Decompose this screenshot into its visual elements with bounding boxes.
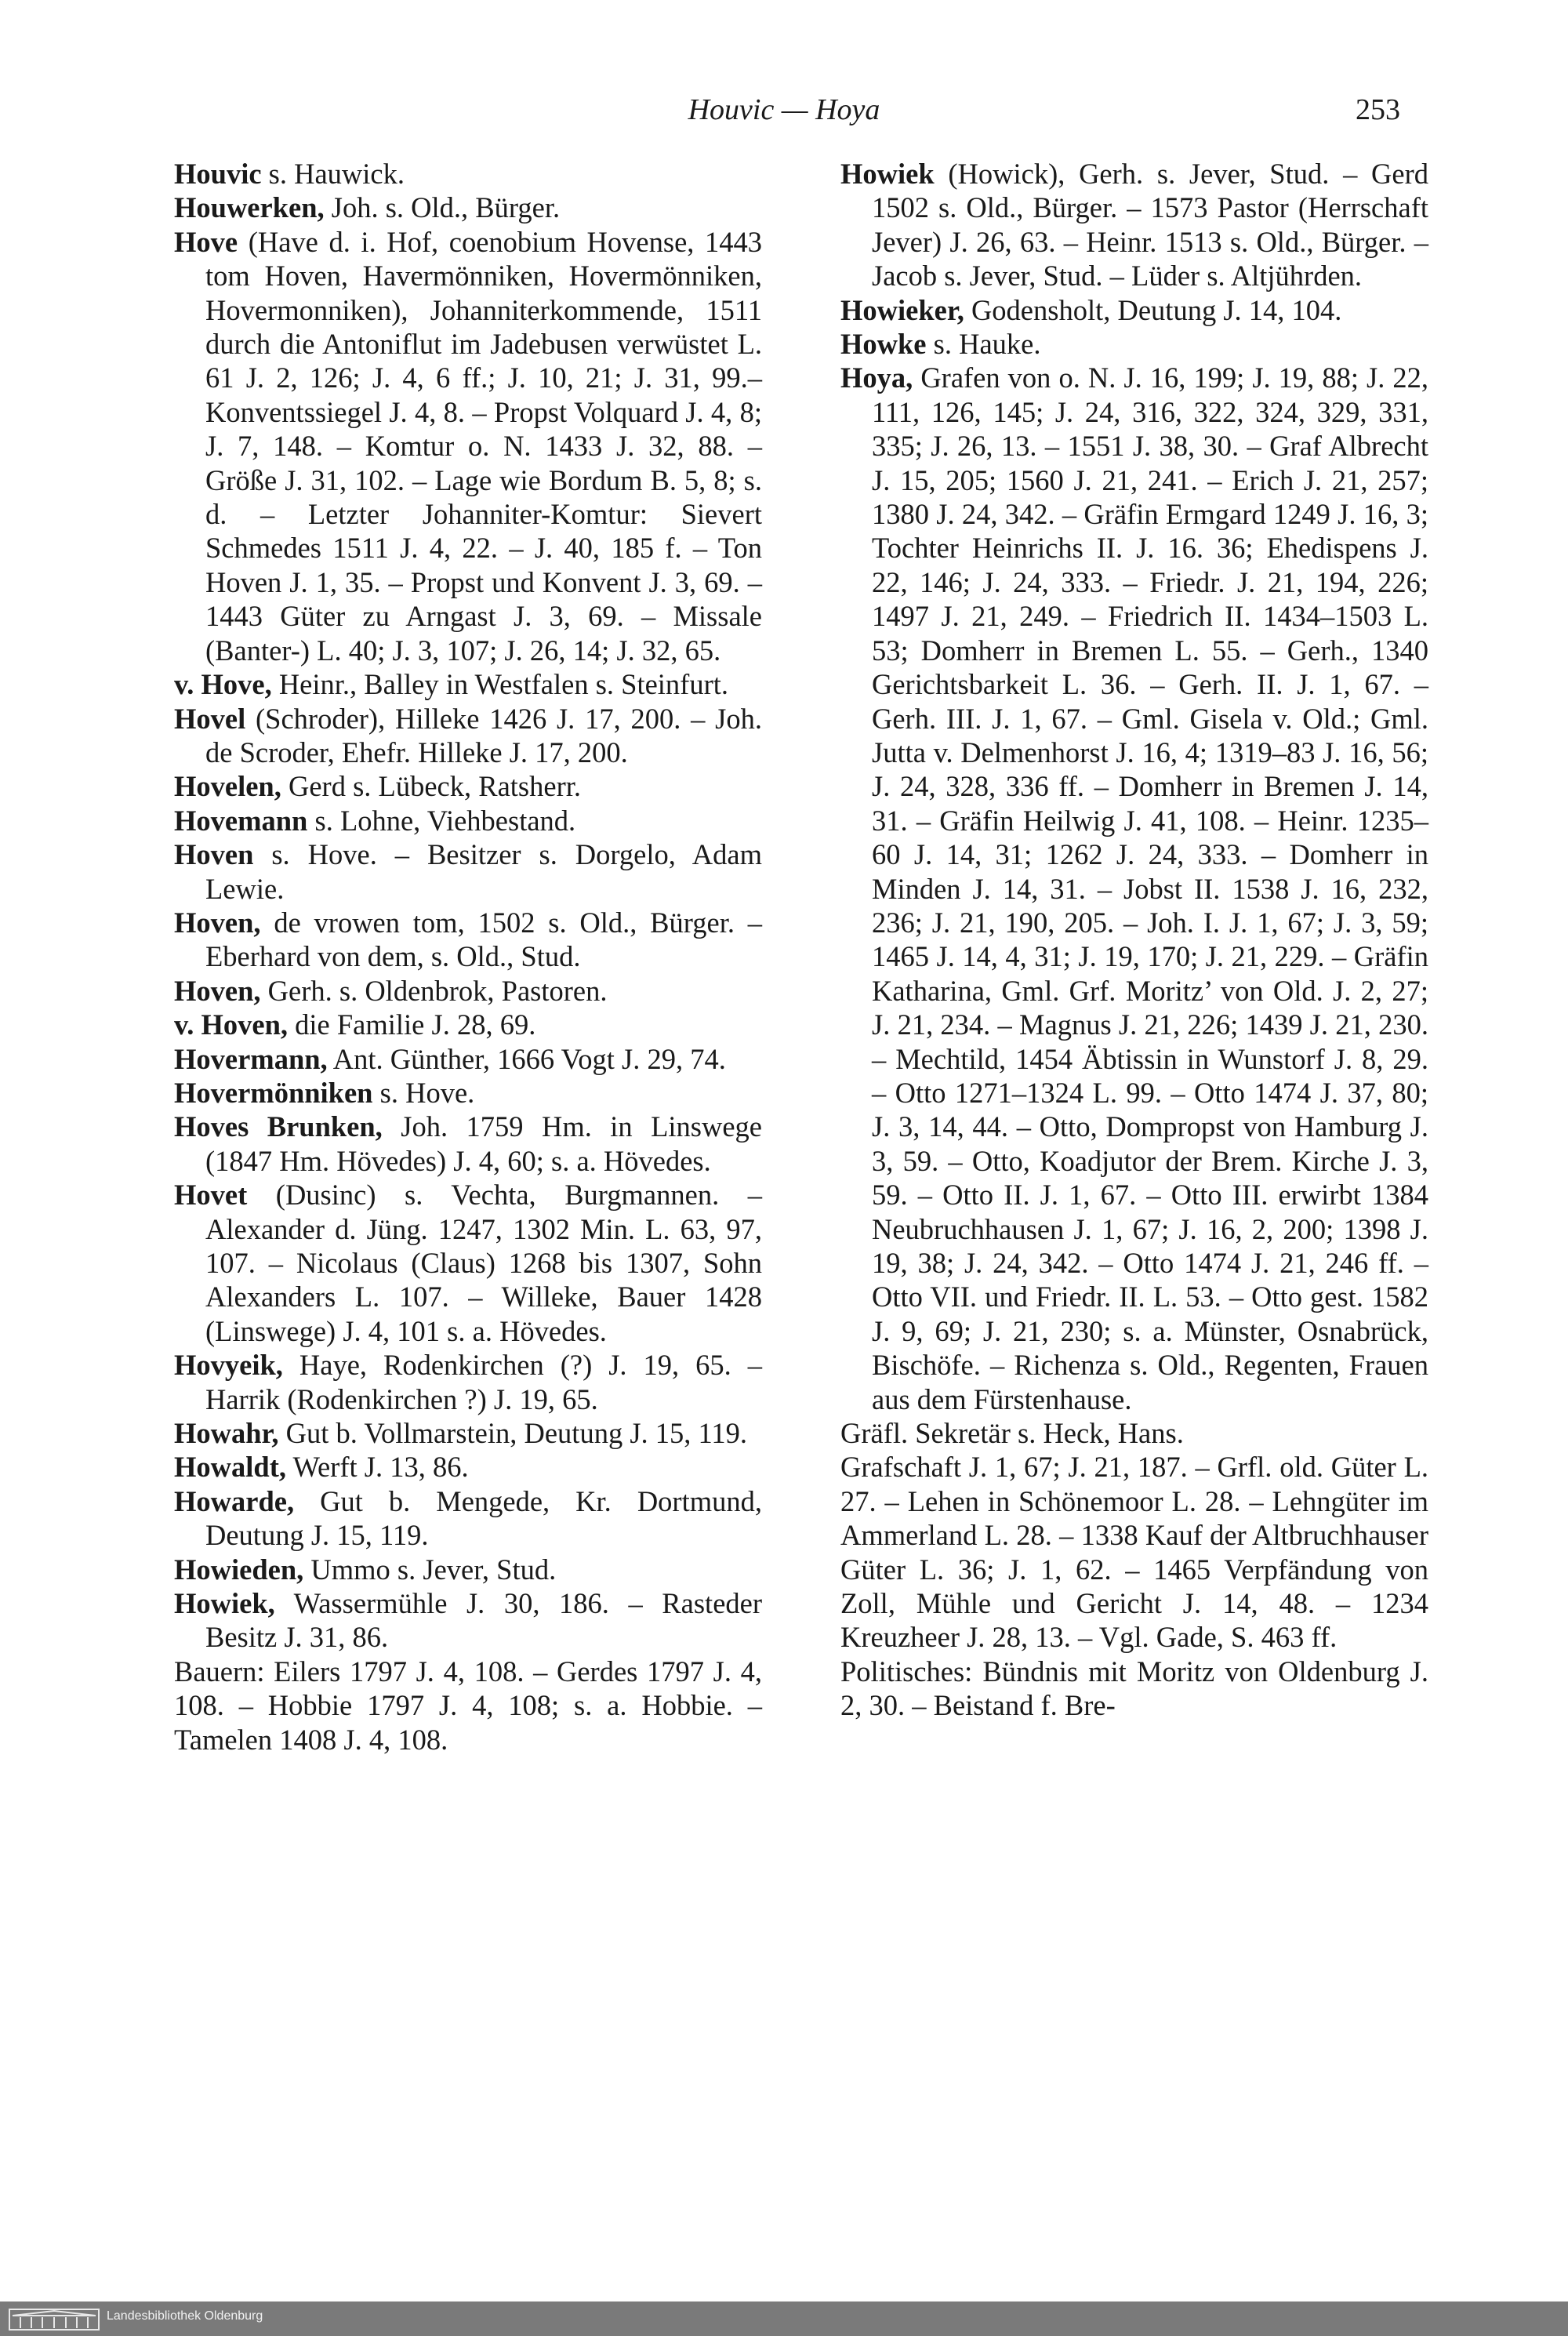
entry-headword: Hoya, xyxy=(840,361,913,394)
index-entry xyxy=(174,1484,762,1553)
index-entry xyxy=(840,327,1428,361)
entry-text: s. Hove. – Besitzer s. Dorgelo, Adam Lewie. xyxy=(205,838,762,905)
index-entry xyxy=(174,191,762,224)
entry-headword: Hoven, xyxy=(174,974,261,1007)
entry-text: Haye, Rodenkirchen (?) J. 19, 65. – Harrik (Rodenkirchen ?) J. 19, 65. xyxy=(205,1349,762,1415)
entry-text: de vrowen tom, 1502 s. Old., Bürger. – Eberhard von dem, s. Old., Stud. xyxy=(205,906,762,973)
entry-headword: Howke xyxy=(840,328,927,361)
entry-headword: Hovyeik, xyxy=(174,1349,283,1382)
entry-headword: Howarde, xyxy=(174,1484,295,1517)
entry-text: Grafschaft J. 1, 67; J. 21, 187. – Grfl. old. Güter L. 27. – Lehen in Schönemoor L. 28. – Lehngüter im Ammerland L. 28. – 1338 Kauf der Altbruchhauser Güter L. 36; J. 1, 62. – 1465 Verpfändung von Zoll, Mühle und Gericht J. 14, 48. – 1234 Kreuzheer J. 28, 13. – Vgl. Gade, S. 463 ff. xyxy=(840,1451,1428,1654)
entry-text: Godensholt, Deutung J. 14, 104. xyxy=(964,293,1342,326)
entry-text: Gräfl. Sekretär s. Heck, Hans. xyxy=(840,1417,1184,1450)
entry-headword: Hoves Brunken, xyxy=(174,1110,383,1143)
entry-text: s. Hove. xyxy=(372,1076,475,1109)
entry-headword: Hovemann xyxy=(174,804,308,837)
entry-text: (Howick), Gerh. s. Jever, Stud. – Gerd 1502 s. Old., Bürger. – 1573 Pastor (Herrschaft Jever) J. 26, 63. – Heinr. 1513 s. Old., Bürger. – Jacob s. Jever, Stud. – Lüder s. Altjührden. xyxy=(872,158,1428,292)
index-entry xyxy=(174,667,762,701)
index-entry xyxy=(174,1416,762,1450)
entry-text: Gut b. Vollmarstein, Deutung J. 15, 119. xyxy=(278,1417,748,1450)
index-entry xyxy=(840,293,1428,327)
entry-headword: Hovet xyxy=(174,1179,248,1212)
entry-headword: Hovermönniken xyxy=(174,1076,373,1109)
page-number: 253 xyxy=(1356,93,1400,126)
entry-text: Bauern: Eilers 1797 J. 4, 108. – Gerdes 1797 J. 4, 108. – Hobbie 1797 J. 4, 108; s. a. Hobbie. – Tamelen 1408 J. 4, 108. xyxy=(174,1655,762,1756)
entry-headword: Hoven, xyxy=(174,906,261,939)
entry-text: Gerh. s. Oldenbrok, Pastoren. xyxy=(260,974,608,1007)
entry-text: (Have d. i. Hof, coenobium Hovense, 1443 tom Hoven, Havermönniken, Hovermönniken, Hovermonniken), Johanniterkommende, 1511 durch die Antoniflut im Jadebusen verwüstet L. 61 J. 2, 126; J. 4, 6 ff.; J. 10, 21; J. 31, 99.– Konventssiegel J. 4, 8. – Propst Volquard J. 4, 8; J. 7, 148. – Komtur o. N. 1433 J. 32, 88. – Größe J. 31, 102. – Lage wie Bordum B. 5, 8; s. d. – Letzter Johanniter-Komtur: Sievert Schmedes 1511 J. 4, 22. – J. 40, 185 f. – Ton Hoven J. 1, 35. – Propst und Konvent J. 3, 69. – 1443 Güter zu Arngast J. 3, 69. – Missale (Banter-) L. 40; J. 3, 107; J. 26, 14; J. 32, 65. xyxy=(205,225,762,667)
right-column xyxy=(840,157,1428,1723)
running-header: Houvic — Hoya xyxy=(688,93,880,126)
entry-headword: Houwerken, xyxy=(174,191,325,224)
index-entry xyxy=(174,769,762,803)
entry-headword: Hovermann, xyxy=(174,1042,328,1075)
library-name: Landesbibliothek Oldenburg xyxy=(107,2309,263,2323)
index-entry xyxy=(174,837,762,906)
entry-text: Ant. Günther, 1666 Vogt J. 29, 74. xyxy=(327,1042,726,1075)
entry-text: Grafen von o. N. J. 16, 199; J. 19, 88; J. 22, 111, 126, 145; J. 24, 316, 322, 324, 329, 331, 335; J. 26, 13. – 1551 J. 38, 30. – Graf Albrecht J. 15, 205; 1560 J. 21, 241. – Erich J. 21, 257; 1380 J. 24, 342. – Gräfin Ermgard 1249 J. 16, 3; Tochter Heinrichs II. J. 16. 36; Ehedispens J. 22, 146; J. 24, 333. – Friedr. J. 21, 194, 226; 1497 J. 21, 249. – Friedrich II. 1434–1503 L. 53; Domherr in Bremen L. 55. – Gerh., 1340 Gerichtsbarkeit L. 36. – Gerh. II. J. 1, 67. – Gerh. III. J. 1, 67. – Gml. Gisela v. Old.; Gml. Jutta v. Delmenhorst J. 16, 4; 1319–83 J. 16, 56; J. 24, 328, 336 ff. – Domherr in Bremen J. 14, 31. – Gräfin Heilwig J. 41, 108. – Heinr. 1235–60 J. 14, 31; 1262 J. 24, 333. – Domherr in Minden J. 14, 31. – Jobst II. 1538 J. 16, 232, 236; J. 21, 190, 205. – Joh. I. J. 1, 67; J. 3, 59; 1465 J. 14, 4, 31; J. 19, 170; J. 21, 229. – Gräfin Katharina, Gml. Grf. Moritz’ von Old. J. 2, 27; J. 21, 234. – Magnus J. 21, 226; 1439 J. 21, 230. – Mechtild, 1454 Äbtissin in Wunstorf J. 8, 29. – Otto 1271–1324 L. 99. – Otto 1474 J. 37, 80; J. 3, 14, 44. – Otto, Dompropst von Hamburg J. 3, 59. – Otto, Koadjutor der Brem. Kirche J. 3, 59. – Otto II. J. 1, 67. – Otto III. erwirbt 1384 Neubruchhausen J. 1, 67; J. 16, 2, 200; 1398 J. 19, 38; J. 24, 342. – Otto 1474 J. 21, 246 ff. – Otto VII. und Friedr. II. L. 53. – Otto gest. 1582 J. 9, 69; J. 21, 230; s. a. Münster, Osnabrück, Bischöfe. – Richenza s. Old., Regenten, Frauen aus dem Fürstenhause. xyxy=(872,361,1428,1415)
index-entry xyxy=(174,1110,762,1178)
entry-headword: Hovelen, xyxy=(174,770,281,803)
index-entry xyxy=(174,1586,762,1655)
entry-text: Heinr., Balley in Westfalen s. Steinfurt. xyxy=(271,668,729,701)
entry-headword: Howieker, xyxy=(840,293,964,326)
library-building-icon xyxy=(8,2306,100,2331)
index-entry xyxy=(174,1076,762,1110)
entry-text: Joh. 1759 Hm. in Linswege (1847 Hm. Hövedes) J. 4, 60; s. a. Hövedes. xyxy=(205,1110,762,1177)
entry-text: Ummo s. Jever, Stud. xyxy=(303,1553,557,1586)
index-entry xyxy=(174,157,762,191)
index-entry xyxy=(174,974,762,1008)
index-entry xyxy=(174,1042,762,1076)
index-entry xyxy=(840,1416,1428,1450)
entry-headword: Hove xyxy=(174,225,238,258)
index-entry xyxy=(840,1450,1428,1654)
index-entry xyxy=(840,1655,1428,1723)
entry-text: Wassermühle J. 30, 186. – Rasteder Besitz J. 31, 86. xyxy=(205,1587,762,1654)
entry-headword: Howaldt, xyxy=(174,1451,286,1484)
entry-headword: v. Hoven, xyxy=(174,1008,289,1041)
index-entry xyxy=(840,361,1428,1416)
entry-headword: Howieden, xyxy=(174,1553,304,1586)
index-entry xyxy=(174,1008,762,1041)
index-entry xyxy=(174,1178,762,1348)
entry-text: Gut b. Mengede, Kr. Dortmund, Deutung J. 15, 119. xyxy=(205,1484,762,1552)
left-column xyxy=(174,157,762,1757)
entry-text: Politisches: Bündnis mit Moritz von Oldenburg J. 2, 30. – Beistand f. Bre- xyxy=(840,1655,1428,1722)
entry-text: s. Hauke. xyxy=(926,328,1041,361)
footer-bar xyxy=(0,2301,1568,2336)
index-entry xyxy=(840,157,1428,293)
entry-text: die Familie J. 28, 69. xyxy=(288,1008,536,1041)
entry-headword: Hoven xyxy=(174,838,254,871)
entry-headword: v. Hove, xyxy=(174,668,272,701)
index-entry xyxy=(174,702,762,770)
entry-text: Gerd s. Lübeck, Ratsherr. xyxy=(281,770,581,803)
entry-headword: Howahr, xyxy=(174,1417,279,1450)
index-entry xyxy=(174,1655,762,1757)
entry-text: Joh. s. Old., Bürger. xyxy=(324,191,561,224)
entry-headword: Howiek xyxy=(840,158,935,190)
entry-text: s. Lohne, Viehbestand. xyxy=(307,804,576,837)
entry-headword: Hovel xyxy=(174,702,246,735)
entry-text: (Schroder), Hilleke 1426 J. 17, 200. – Joh. de Scroder, Ehefr. Hilleke J. 17, 200. xyxy=(205,702,762,768)
index-entry xyxy=(174,1553,762,1586)
entry-headword: Howiek, xyxy=(174,1587,275,1620)
entry-text: (Dusinc) s. Vechta, Burgmannen. – Alexander d. Jüng. 1247, 1302 Min. L. 63, 97, 107. – Nicolaus (Claus) 1268 bis 1307, Sohn Alexanders L. 107. – Willeke, Bauer 1428 (Linswege) J. 4, 101 s. a. Hövedes. xyxy=(205,1179,762,1347)
entry-text: Werft J. 13, 86. xyxy=(285,1451,469,1484)
index-entry xyxy=(174,1450,762,1484)
index-entry xyxy=(174,804,762,837)
index-entry xyxy=(174,225,762,667)
entry-headword: Houvic xyxy=(174,158,262,190)
entry-text: s. Hauwick. xyxy=(261,158,405,190)
index-entry xyxy=(174,1348,762,1416)
index-entry xyxy=(174,906,762,974)
